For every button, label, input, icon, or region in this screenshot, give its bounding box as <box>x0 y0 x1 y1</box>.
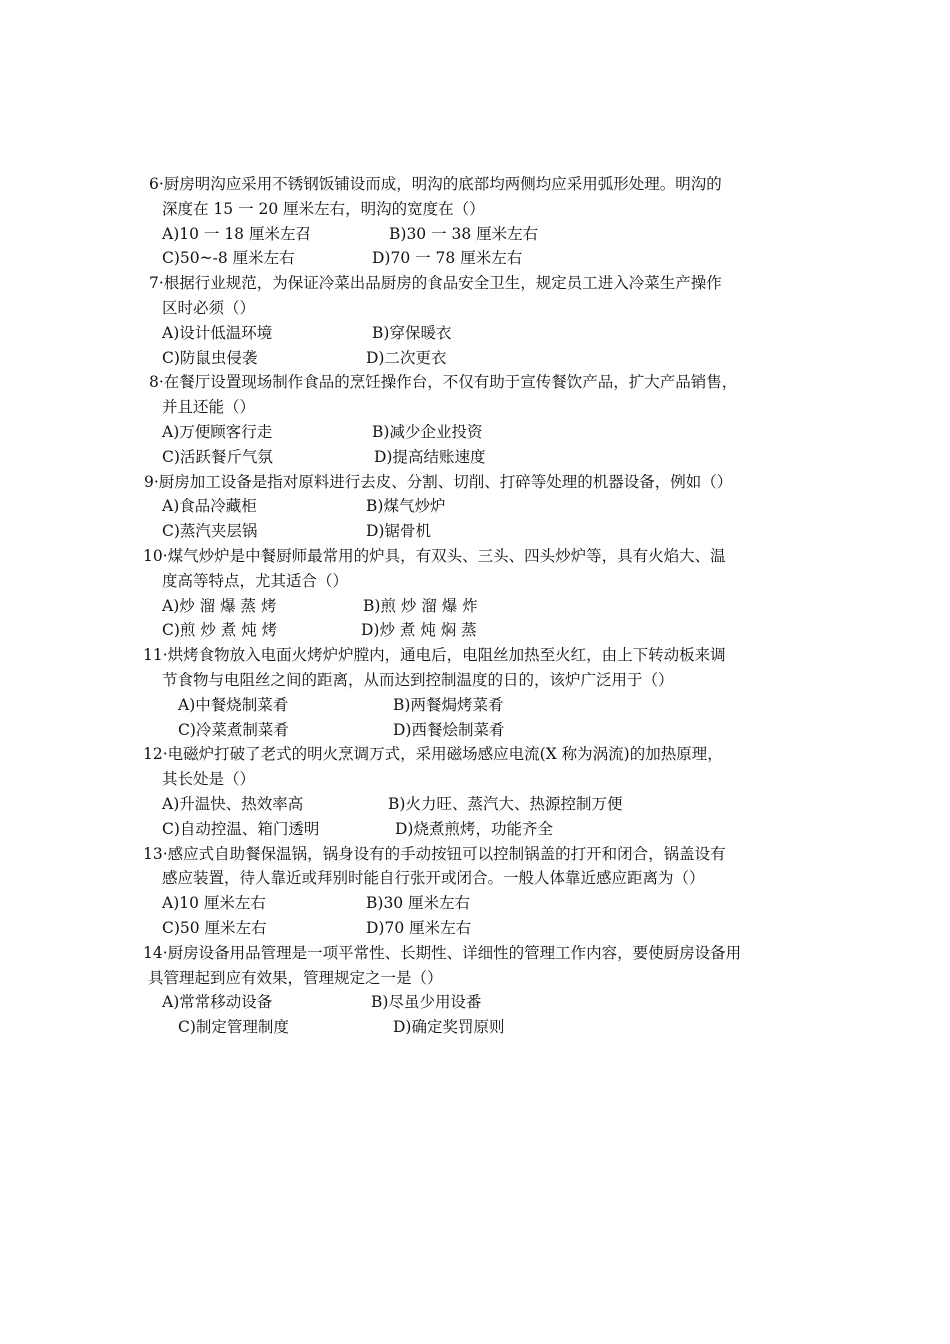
option-d: D)西餐烩制菜肴 <box>393 720 505 739</box>
option-a: A)中餐烧制菜肴 <box>178 695 289 714</box>
option-c: C)50 厘米左右 <box>162 918 267 937</box>
option-b: B)火力旺、蒸汽大、热源控制万便 <box>388 794 623 813</box>
option-d: D)70 厘米左右 <box>366 918 472 937</box>
question-14-line-1: 14·厨房设备用品管理是一项平常性、长期性、详细性的管理工作内容，要使厨房设备用 <box>143 943 742 962</box>
option-c: C)防鼠虫侵袭 <box>162 348 258 367</box>
option-a: A)升温快、热效率高 <box>162 794 304 813</box>
question-12-options-row-1 <box>0 792 950 817</box>
question-10-options-row-1 <box>0 594 950 619</box>
question-13-line-1: 13·感应式自助餐保温锅，锅身设有的手动按钮可以控制锅盖的打开和闭合，锅盖设有 <box>143 844 726 863</box>
question-14-options-row-2 <box>0 1015 950 1040</box>
question-12-options-row-2 <box>0 817 950 842</box>
question-10-line-1: 10·煤气炒炉是中餐厨师最常用的炉具，有双头、三头、四头炒炉等，具有火焰大、温 <box>143 546 726 565</box>
option-b: B)30 一 38 厘米左右 <box>389 224 539 243</box>
question-6-options-row-2 <box>0 246 950 271</box>
option-d: D)提高结账速度 <box>374 447 486 466</box>
question-11-options-row-2 <box>0 718 950 743</box>
document-page <box>0 172 950 1040</box>
option-d: D)二次更衣 <box>366 348 447 367</box>
question-12-line-2: 其长处是（） <box>162 770 256 789</box>
question-13-line-2: 感应装置，待人靠近或拜别时能自行张开或闭合。一般人体靠近感应距离为（） <box>162 869 705 888</box>
option-c: C)自动控温、箱门透明 <box>162 819 320 838</box>
option-b: B)煎 炒 溜 爆 炸 <box>363 596 478 615</box>
question-7-options-row-1 <box>0 321 950 346</box>
question-11-line-1: 11·烘烤食物放入电面火烤炉炉膛内，通电后，电阻丝加热至火红，由上下转动板来调 <box>143 646 726 665</box>
question-7-line-2: 区时必须（） <box>162 298 256 317</box>
option-a: A)10 一 18 厘米左召 <box>162 224 311 243</box>
option-a: A)食品冷藏柜 <box>162 497 257 516</box>
question-11-line-2: 节食物与电阻丝之间的距离，从而达到控制温度的日的，该炉广泛用于（） <box>162 670 674 689</box>
option-d: D)70 一 78 厘米左右 <box>372 249 523 268</box>
option-c: C)煎 炒 煮 炖 烤 <box>162 621 278 640</box>
option-b: B)两餐焗烤菜肴 <box>393 695 504 714</box>
option-b: B)30 厘米左右 <box>366 894 471 913</box>
question-14-options-row-1 <box>0 990 950 1015</box>
question-7-line-1: 7·根据行业规范，为保证冷菜出品厨房的食品安全卫生，规定员工进入冷菜生产操作 <box>149 274 722 293</box>
question-14-line-2: 具管理起到应有效果，管理规定之一是（） <box>148 968 443 987</box>
option-c: C)活跃餐斤气氛 <box>162 447 273 466</box>
option-d: D)锯骨机 <box>366 522 431 541</box>
question-8-line-1: 8·在餐厅设置现场制作食品的烹饪操作台，不仅有助于宣传餐饮产品，扩大产品销售， <box>149 373 738 392</box>
option-a: A)常常移动设备 <box>162 993 273 1012</box>
option-b: B)减少企业投资 <box>372 422 483 441</box>
option-c: C)制定管理制度 <box>178 1018 289 1037</box>
option-c: C)50~-8 厘米左右 <box>162 249 295 268</box>
option-a: A)设计低温环境 <box>162 323 273 342</box>
option-c: C)蒸汽夹层锅 <box>162 522 258 541</box>
option-d: D)炒 煮 炖 焖 蒸 <box>361 621 477 640</box>
question-8-options-row-2 <box>0 445 950 470</box>
option-a: A)万便顾客行走 <box>162 422 273 441</box>
question-13-options-row-2 <box>0 916 950 941</box>
question-7-options-row-2 <box>0 346 950 371</box>
question-9-options-row-2 <box>0 519 950 544</box>
question-9-options-row-1 <box>0 494 950 519</box>
option-a: A)炒 溜 爆 蒸 烤 <box>162 596 277 615</box>
option-b: B)穿保暖衣 <box>372 323 452 342</box>
option-a: A)10 厘米左右 <box>162 894 266 913</box>
question-9-line-1: 9·厨房加工设备是指对原料进行去皮、分割、切削、打碎等处理的机器设备，例如（） <box>144 472 733 491</box>
question-10-line-2: 度高等特点，尤其适合（） <box>162 571 349 590</box>
option-b: B)煤气炒炉 <box>366 497 446 516</box>
question-8-line-2: 并且还能（） <box>162 398 256 417</box>
question-8-options-row-1 <box>0 420 950 445</box>
option-b: B)尽虽少用设番 <box>371 993 482 1012</box>
question-13-options-row-1 <box>0 891 950 916</box>
question-12-line-1: 12·电磁炉打破了老式的明火烹调万式，采用磁场感应电流(X 称为涡流)的加热原理， <box>143 745 723 764</box>
option-c: C)冷菜煮制菜肴 <box>178 720 289 739</box>
question-11-options-row-1 <box>0 693 950 718</box>
question-6-options-row-1 <box>0 222 950 247</box>
question-10-options-row-2 <box>0 618 950 643</box>
question-6-line-1: 6·厨房明沟应采用不锈钢饭铺设而成，明沟的底部均两侧均应采用弧形处理。明沟的 <box>149 175 722 193</box>
option-d: D)烧煮煎烤，功能齐全 <box>395 819 553 838</box>
question-6-line-2: 深度在 15 一 20 厘米左右，明沟的宽度在（） <box>162 199 485 218</box>
option-d: D)确定奖罚原则 <box>393 1018 505 1037</box>
